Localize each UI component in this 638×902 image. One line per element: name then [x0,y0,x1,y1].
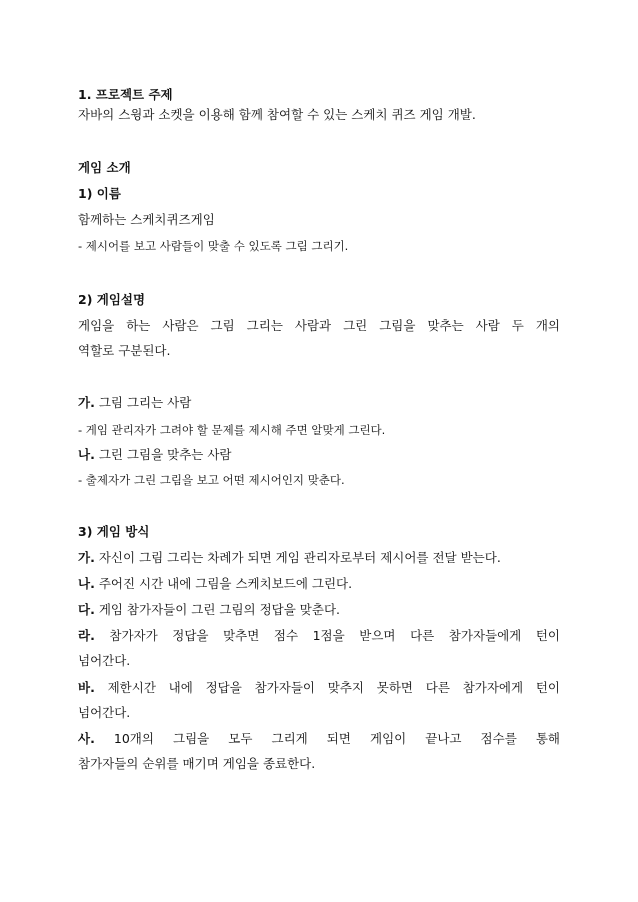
name-heading: 1) 이름 [78,186,121,201]
role-guesser-title [78,446,231,464]
method-step-continued: 넘어간다. [78,653,131,668]
role-title: 그린 그림을 맞추는 사람 [98,447,232,462]
step-marker: 라. [78,628,95,643]
role-title: 그림 그리는 사람 [98,395,192,410]
role-drawer-detail: - 게임 관리자가 그려야 할 문제를 제시해 주면 알맞게 그린다. [78,423,386,437]
method-step [78,575,352,593]
method-heading: 3) 게임 방식 [78,524,150,539]
topic-heading: 1. 프로젝트 주제 [78,87,173,102]
role-marker: 나. [78,447,95,462]
method-step-continued: 넘어간다. [78,705,131,720]
topic-body: 자바의 스윙과 소켓을 이용해 함께 참여할 수 있는 스케치 퀴즈 게임 개발. [78,107,476,122]
game-title: 함께하는 스케치퀴즈게임 [78,212,215,227]
intro-heading: 게임 소개 [78,160,131,175]
role-marker: 가. [78,395,95,410]
description-line-2: 역할로 구분된다. [78,343,171,358]
method-step-continued: 참가자들의 순위를 매기며 게임을 종료한다. [78,756,316,771]
name-note: - 제시어를 보고 사람들이 맞출 수 있도록 그림 그리기. [78,239,349,253]
step-text: 제한시간 내에 정답을 참가자들이 맞추지 못하면 다른 참가자에게 턴이 [107,680,560,695]
method-step [78,601,340,619]
method-step [78,627,560,645]
step-text: 자신이 그림 그리는 차례가 되면 게임 관리자로부터 제시어를 전달 받는다. [98,550,501,565]
step-marker: 가. [78,550,95,565]
step-marker: 다. [78,602,95,617]
description-heading: 2) 게임설명 [78,292,146,307]
description-line-1: 게임을 하는 사람은 그림 그리는 사람과 그린 그림을 맞추는 사람 두 개의 [78,318,560,333]
step-marker: 바. [78,680,95,695]
method-step [78,679,560,697]
step-text: 10개의 그림을 모두 그리게 되면 게임이 끝나고 점수를 통해 [113,731,560,746]
method-step [78,730,560,748]
role-guesser-detail: - 출제자가 그린 그림을 보고 어떤 제시어인지 맞춘다. [78,473,345,487]
step-text: 주어진 시간 내에 그림을 스케치보드에 그린다. [98,576,353,591]
step-marker: 사. [78,731,95,746]
method-step [78,549,501,567]
role-drawer-title [78,394,191,412]
step-text: 참가자가 정답을 맞추면 점수 1점을 받으며 다른 참가자들에게 턴이 [109,628,560,643]
step-marker: 나. [78,576,95,591]
step-text: 게임 참가자들이 그린 그림의 정답을 맞춘다. [98,602,341,617]
